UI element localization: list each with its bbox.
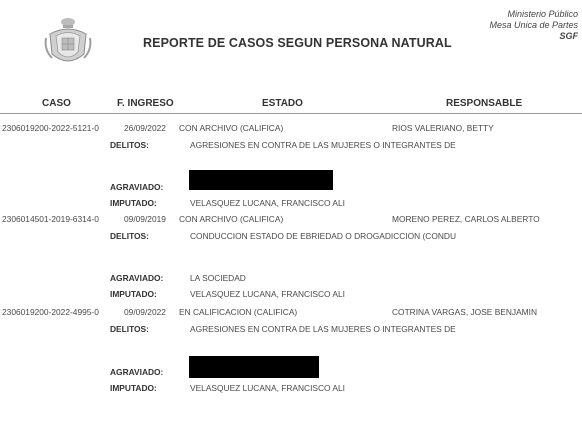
delitos-label: DELITOS:	[110, 231, 149, 241]
imputado-label: IMPUTADO:	[110, 289, 157, 299]
column-header-responsable: RESPONSABLE	[446, 98, 523, 109]
case-responsible: COTRINA VARGAS, JOSE BENJAMIN	[392, 307, 538, 317]
institutional-seal-icon	[44, 16, 92, 68]
org-name: Ministerio Público	[507, 9, 578, 19]
imputado-value: VELASQUEZ LUCANA, FRANCISCO ALI	[190, 383, 345, 393]
case-entry-date: 09/09/2019	[124, 214, 166, 224]
agraviado-redaction	[189, 356, 319, 378]
case-responsible: MORENO PEREZ, CARLOS ALBERTO	[392, 214, 540, 224]
case-status: CON ARCHIVO (CALIFICA)	[179, 214, 284, 224]
delitos-value: AGRESIONES EN CONTRA DE LAS MUJERES O INTEGRANTES DE	[190, 140, 456, 150]
case-status: EN CALIFICACION (CALIFICA)	[179, 307, 298, 317]
delitos-label: DELITOS:	[110, 324, 149, 334]
header-divider	[0, 113, 582, 114]
case-number: 2306019200-2022-5121-0	[2, 123, 99, 133]
case-status: CON ARCHIVO (CALIFICA)	[179, 123, 284, 133]
imputado-label: IMPUTADO:	[110, 198, 157, 208]
imputado-label: IMPUTADO:	[110, 383, 157, 393]
delitos-label: DELITOS:	[110, 140, 149, 150]
org-system: SGF	[559, 31, 578, 41]
imputado-value: VELASQUEZ LUCANA, FRANCISCO ALI	[190, 289, 345, 299]
column-header-estado: ESTADO	[262, 98, 303, 109]
case-number: 2306019200-2022-4995-0	[2, 307, 99, 317]
org-department: Mesa Unica de Partes	[489, 20, 578, 30]
agraviado-redaction	[189, 170, 333, 190]
delitos-value: CONDUCCION ESTADO DE EBRIEDAD O DROGADICCION (CONDU	[190, 231, 456, 241]
column-header-ingreso: F. INGRESO	[117, 98, 174, 109]
case-responsible: RIOS VALERIANO, BETTY	[392, 123, 494, 133]
agraviado-value: LA SOCIEDAD	[190, 273, 246, 283]
case-entry-date: 26/09/2022	[124, 123, 166, 133]
agraviado-label: AGRAVIADO:	[110, 182, 164, 192]
delitos-value: AGRESIONES EN CONTRA DE LAS MUJERES O INTEGRANTES DE	[190, 324, 456, 334]
case-entry-date: 09/09/2022	[124, 307, 166, 317]
agraviado-label: AGRAVIADO:	[110, 367, 164, 377]
report-title: REPORTE DE CASOS SEGUN PERSONA NATURAL	[143, 36, 452, 50]
column-header-caso: CASO	[42, 98, 71, 109]
agraviado-label: AGRAVIADO:	[110, 273, 164, 283]
case-number: 2306014501-2019-6314-0	[2, 214, 99, 224]
imputado-value: VELASQUEZ LUCANA, FRANCISCO ALI	[190, 198, 345, 208]
